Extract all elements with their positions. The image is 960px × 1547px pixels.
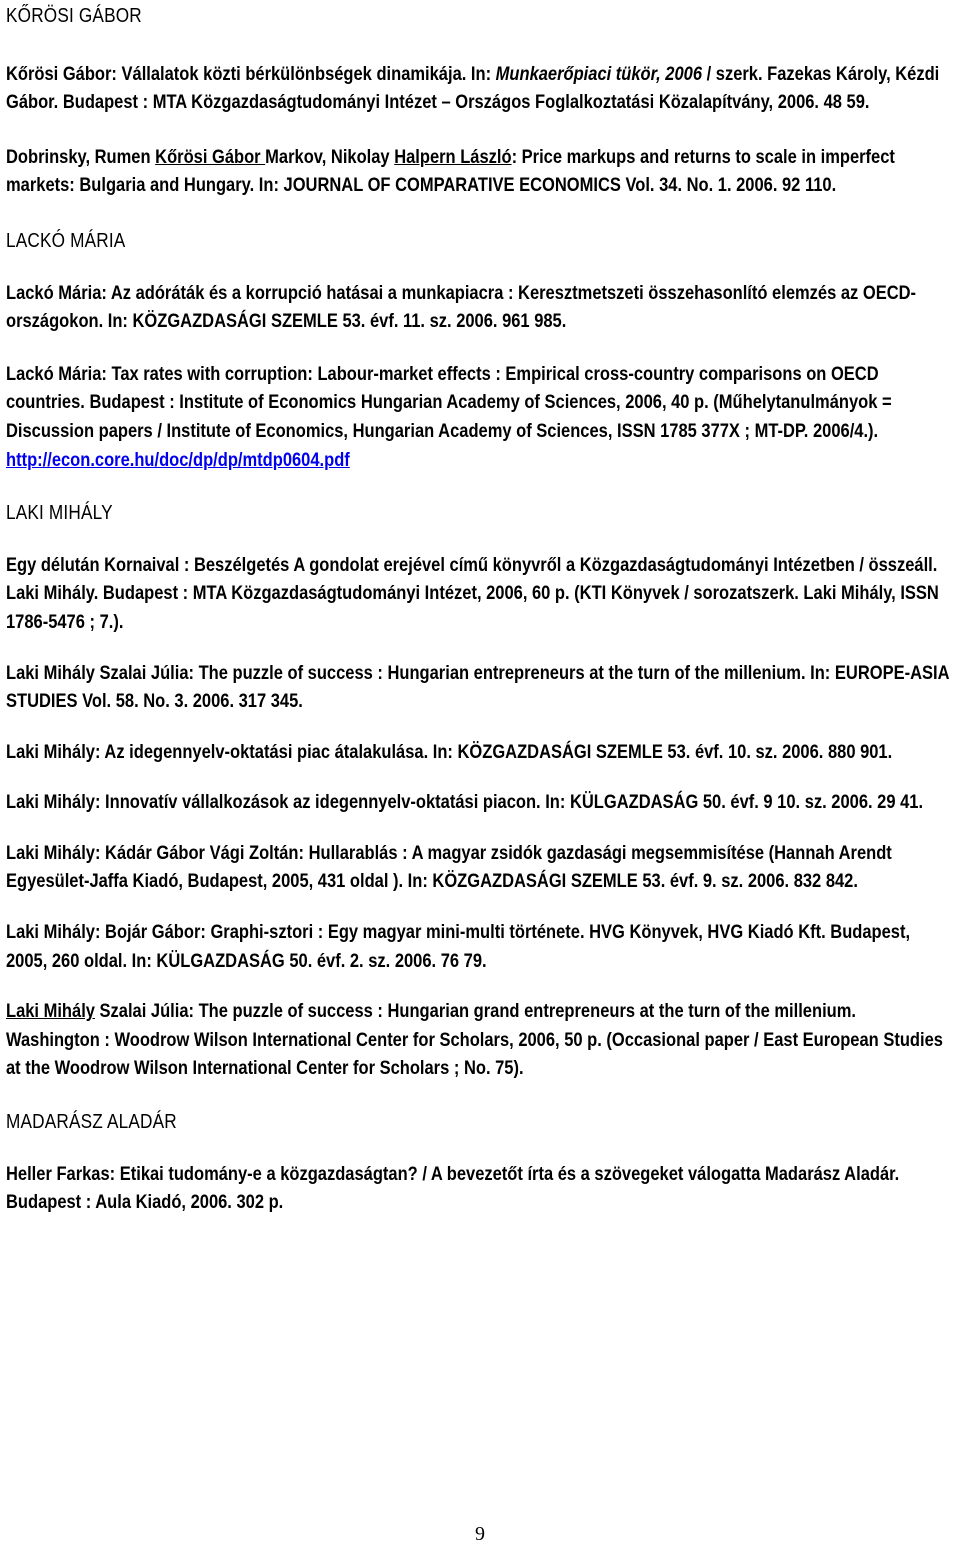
bibliography-entry: [6, 361, 949, 475]
entry-text: Lackó Mária: Tax rates with corruption: Labour-market effects : Empirical cross-country comparisons on OECD countries. Budapest : Institute of Economics Hungarian Academy of Sciences, 2006, 40 p. (Műhelytanulmányok = Discussion papers / Institute of Economics, Hungarian Academy of Sciences, ISSN 1785 377X ; MT-DP. 2006/4.).: [6, 363, 892, 442]
entry-text: Szalai Júlia: The puzzle of success : Hungarian grand entrepreneurs at the turn of the millenium. Washington : Woodrow Wilson International Center for Scholars, 2006, 50 p. (Occasional paper / East European Studies at the Woodrow Wilson International Center for Scholars ; No. 75).: [6, 1001, 943, 1080]
entry-text: / szerk. Fazekas Károly, Kézdi Gábor. Budapest : MTA Közgazdaságtudományi Intézet – Országos Foglalkoztatási Közalapítvány, 2006. 48 59.: [6, 63, 940, 114]
entry-text: : Price markups and returns to scale in imperfect markets: Bulgaria and Hungary. In: JOURNAL OF COMPARATIVE ECONOMICS Vol. 34. No. 1. 2006. 92 110.: [6, 146, 895, 197]
bibliography-entry: Lackó Mária: Az adóráták és a korrupció hatásai a munkapiacra : Keresztmetszeti összehasonlító elemzés az OECD-országokon. In: KÖZGAZDASÁGI SZEMLE 53. évf. 11. sz. 2006. 961 985.: [6, 282, 917, 333]
bibliography-entry: Laki Mihály: Kádár Gábor Vági Zoltán: Hullarablás : A magyar zsidók gazdasági megsemmisítése (Hannah Arendt Egyesület-Jaffa Kiadó, Budapest, 2005, 431 oldal ). In: KÖZGAZDASÁGI SZEMLE 53. évf. 9. sz. 2006. 832 842.: [6, 842, 892, 893]
bibliography-entry: Heller Farkas: Etikai tudomány-e a közgazdaságtan? / A bevezetőt írta és a szövegeket válogatta Madarász Aladár. Budapest : Aula Kiadó, 2006. 302 p.: [6, 1163, 900, 1214]
bibliography-entry: [6, 998, 949, 1084]
journal-title: Munkaerőpiaci tükör, 2006: [495, 63, 703, 85]
bibliography-entry: [6, 144, 949, 201]
section-heading: LAKI MIHÁLY: [6, 502, 113, 525]
author-name: Laki Mihály: [6, 1001, 95, 1023]
bibliography-entry: Laki Mihály Szalai Júlia: The puzzle of success : Hungarian entrepreneurs at the turn of the millenium. In: EUROPE-ASIA STUDIES Vol. 58. No. 3. 2006. 317 345.: [6, 662, 949, 713]
document-link[interactable]: http://econ.core.hu/doc/dp/dp/mtdp0604.pdf: [6, 449, 350, 471]
entry-text: Markov, Nikolay: [265, 146, 395, 168]
bibliography-entry: Laki Mihály: Bojár Gábor: Graphi-sztori : Egy magyar mini-multi története. HVG Könyvek, HVG Kiadó Kft. Budapest, 2005, 260 oldal. In: KÜLGAZDASÁG 50. évf. 2. sz. 2006. 76 79.: [6, 922, 911, 972]
bibliography-entry: Laki Mihály: Az idegennyelv-oktatási piac átalakulása. In: KÖZGAZDASÁGI SZEMLE 53. évf. 10. sz. 2006. 880 901.: [6, 741, 893, 763]
page-number: 9: [475, 1523, 485, 1545]
bibliography-entry: Laki Mihály: Innovatív vállalkozások az idegennyelv-oktatási piacon. In: KÜLGAZDASÁG 50. évf. 9 10. sz. 2006. 29 41.: [6, 792, 924, 814]
document-body: [6, 0, 949, 1218]
section-heading: MADARÁSZ ALADÁR: [6, 1111, 177, 1134]
section-heading: KŐRÖSI GÁBOR: [6, 5, 142, 27]
bibliography-entry: Egy délután Kornaival : Beszélgetés A gondolat erejével című könyvről a Közgazdaságtudományi Intézetben / összeáll. Laki Mihály. Budapest : MTA Közgazdaságtudományi Intézet, 2006, 60 p. (KTI Könyvek / sorozatszerk. Laki Mihály, ISSN 1786-5476 ; 7.).: [6, 554, 939, 633]
section-heading: LACKÓ MÁRIA: [6, 229, 126, 252]
author-name: Halpern László: [394, 146, 512, 168]
entry-text: Dobrinsky, Rumen: [6, 146, 156, 168]
author-name: Kőrösi Gábor: [155, 146, 266, 168]
entry-text: Kőrösi Gábor: Vállalatok közti bérkülönbségek dinamikája. In:: [6, 63, 496, 85]
bibliography-entry: [6, 61, 949, 118]
